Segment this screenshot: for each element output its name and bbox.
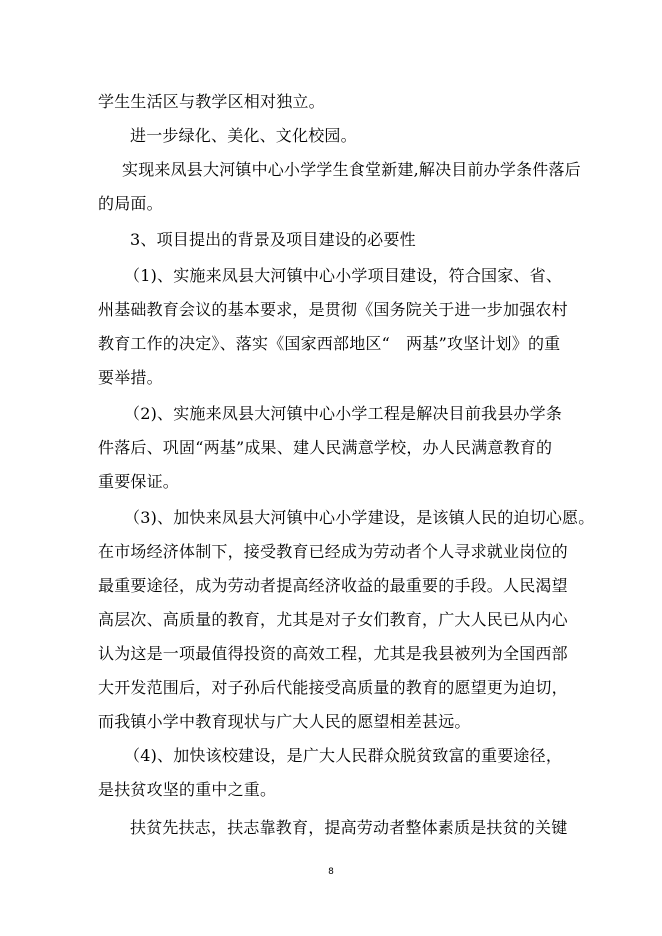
text-line: 认为这是一项最值得投资的高效工程，尤其是我县被列为全国西部: [98, 644, 568, 663]
text-line: 高层次、高质量的教育，尤其是对子女们教育，广大人民已从内心: [98, 610, 568, 629]
text-line: 州基础教育会议的基本要求，是贯彻《国务院关于进一步加强农村: [98, 300, 568, 319]
text-line: 进一步绿化、美化、文化校园。: [130, 126, 357, 145]
page-number: 8: [328, 867, 334, 877]
text-line: 大开发范围后，对子孙后代能接受高质量的教育的愿望更为迫切，: [98, 678, 568, 697]
text-line: 的局面。: [98, 194, 163, 213]
text-line: （1)、实施来凤县大河镇中心小学项目建设，符合国家、省、: [124, 266, 563, 285]
text-line: 最重要途径，成为劳动者提高经济收益的最重要的手段。人民渴望: [98, 576, 568, 595]
text-line: 重要保证。: [98, 472, 180, 491]
text-line: 要举措。: [98, 368, 163, 387]
text-line: 件落后、巩固“两基”成果、建人民满意学校，办人民满意教育的: [98, 438, 553, 457]
text-line: 实现来凤县大河镇中心小学学生食堂新建,解决目前办学条件落后: [122, 160, 581, 179]
text-line: （2)、实施来凤县大河镇中心小学工程是解决目前我县办学条: [124, 404, 563, 423]
text-line: 在市场经济体制下，接受教育已经成为劳动者个人寻求就业岗位的: [98, 542, 568, 561]
text-line: （3)、加快来凤县大河镇中心小学建设，是该镇人民的迫切心愿。: [124, 508, 595, 527]
section-heading: 3、项目提出的背景及项目建设的必要性: [130, 230, 416, 249]
text-line: 是扶贫攻坚的重中之重。: [98, 780, 277, 799]
text-line: 扶贫先扶志，扶志靠教育，提高劳动者整体素质是扶贫的关键: [130, 818, 568, 837]
text-line: （4)、加快该校建设，是广大人民群众脱贫致富的重要途径，: [124, 746, 563, 765]
text-line: 而我镇小学中教育现状与广大人民的愿望相差甚远。: [98, 712, 471, 731]
text-line: 学生生活区与教学区相对独立。: [98, 92, 325, 111]
text-line: 教育工作的决定》、落实《国家西部地区“ 两基”攻坚计划》的重: [98, 334, 561, 353]
